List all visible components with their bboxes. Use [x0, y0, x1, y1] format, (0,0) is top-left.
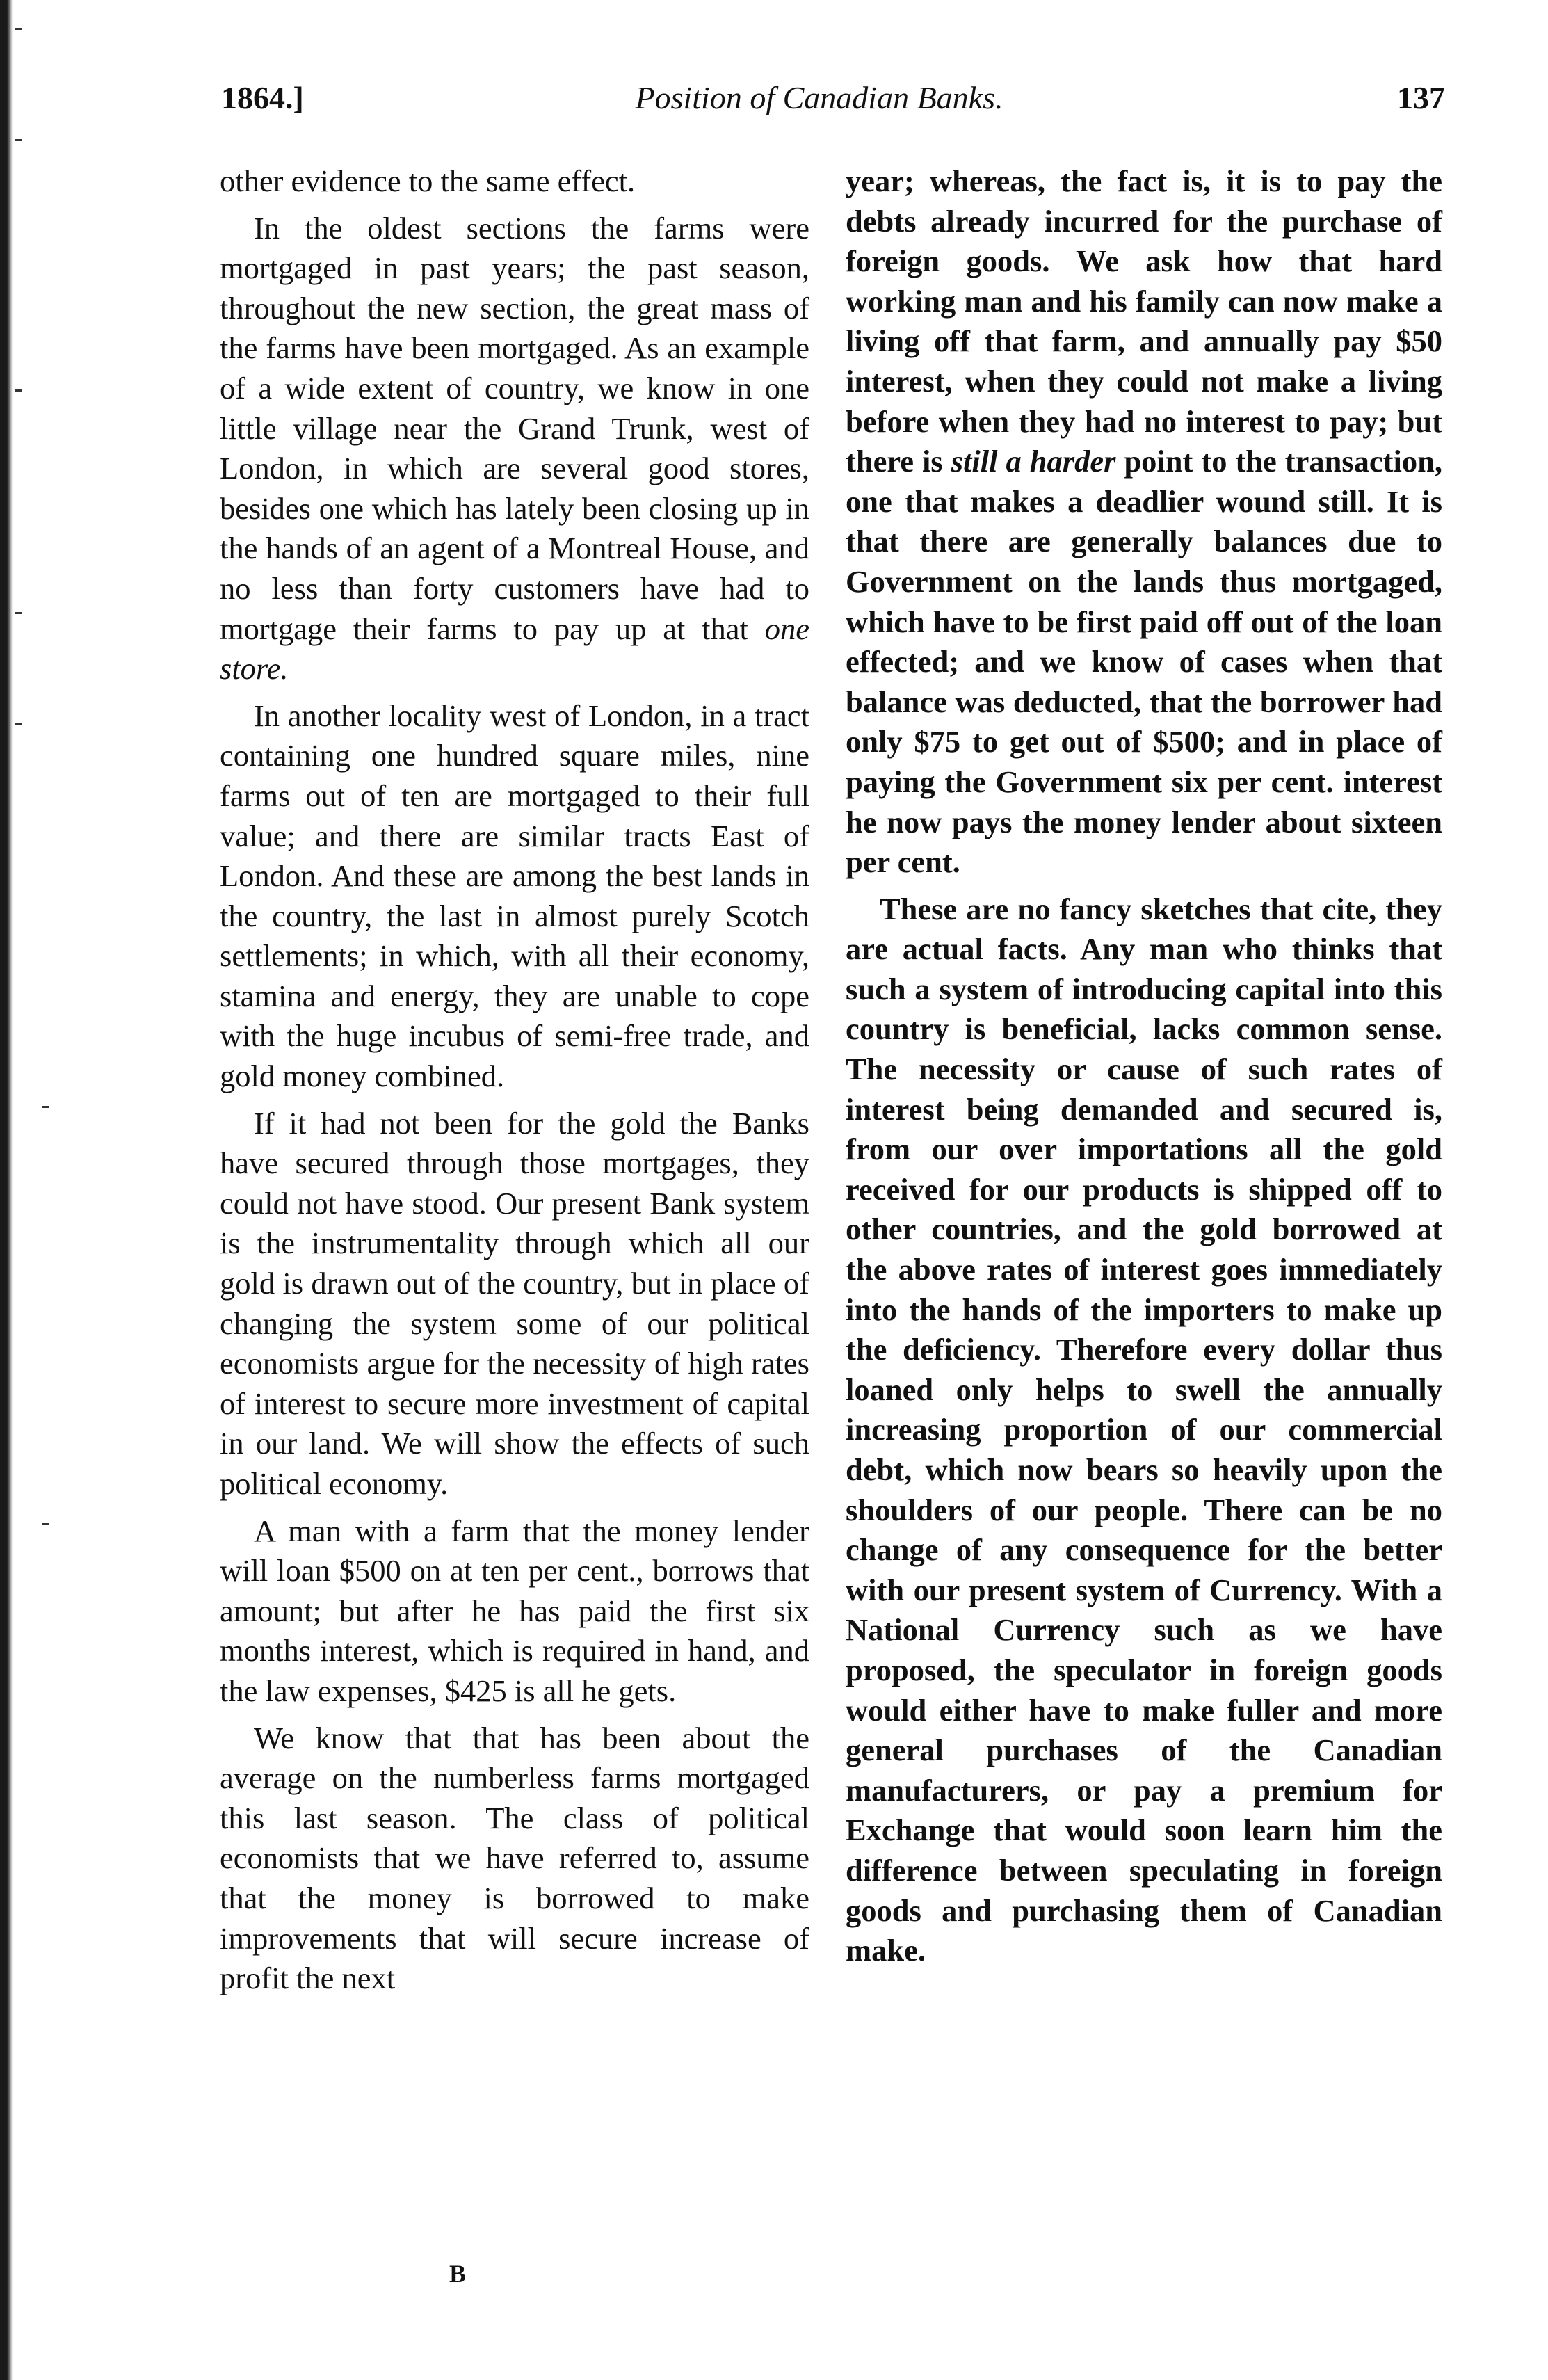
- paragraph: In another locality west of London, in a tract containing one hundred square miles, nine farms out of ten are mortgaged to their full value; and there are similar tracts East of London. And these are among the best lands in the country, the last in almost purely Scotch settlements; in which, with all their economy, stamina and energy, they are unable to cope with the huge incubus of semi-free trade, and gold money combined.: [220, 698, 809, 1094]
- margin-speck: [15, 723, 22, 725]
- running-header: [221, 74, 1445, 122]
- paragraph: We know that that has been about the average on the numberless farms mortgaged this last season. The class of political economists that we have referred to, assume that the money is borrowed to make improvements that will secure increase of profit the next: [220, 1720, 809, 1996]
- paragraph: [220, 209, 809, 689]
- margin-speck: [15, 612, 22, 614]
- margin-speck: [42, 1106, 49, 1108]
- emphasis-text: one store.: [220, 611, 810, 686]
- paragraph-text: point to the transaction, one that makes a deadlier wound still. It is that there are generally balances due to Government on the lands thus mortgaged, which have to be first paid off out of the loan effected; and we know of cases when that balance was deducted, that the borrower had only $75 to get out of $500; and in place of paying the Government six per cent. interest he now pays the money lender about sixteen per cent.: [846, 444, 1442, 880]
- margin-speck: [15, 389, 22, 392]
- emphasis-text: still a harder: [951, 444, 1116, 479]
- left-column: [220, 161, 809, 1999]
- paragraph: A man with a farm that the money lender will loan $500 on at ten per cent., borrows that amount; but after he has paid the first six months interest, which is required in hand, and the law expenses, $425 is all he gets.: [220, 1513, 809, 1708]
- right-column: [846, 161, 1442, 1971]
- page-number: 137: [1397, 80, 1445, 115]
- paragraph: other evidence to the same effect.: [220, 163, 636, 198]
- paragraph: [846, 161, 1442, 883]
- header-year: 1864.]: [221, 80, 304, 115]
- margin-speck: [15, 28, 22, 30]
- paragraph-text: year; whereas, the fact is, it is to pay the debts already incurred for the purchase of foreign goods. We ask how that hard working man and his family can now make a living off that farm, and annually pay $50 interest, when they could not make a living before when they had no interest to pay; but there is: [846, 163, 1442, 479]
- margin-speck: [15, 139, 22, 141]
- scan-binding-edge: [0, 0, 13, 2380]
- paragraph: These are no fancy sketches that cite, they are actual facts. Any man who thinks that such a system of introducing capital into this country is beneficial, lacks common sense. The necessity or cause of such rates of interest being demanded and secured is, from our over importations all the gold received for our products is shipped off to other countries, and the gold borrowed at the above rates of interest goes immediately into the hands of the importers to make up the deficiency. Therefore every dollar thus loaned only helps to swell the annually increasing proportion of our commercial debt, which now bears so heavily upon the shoulders of our people. There can be no change of any consequence for the better with our present system of Currency. With a National Currency such as we have proposed, the speculator in foreign goods would either have to make fuller and more general purchases of the Canadian manufacturers, or pay a premium for Exchange that would soon learn him the difference between speculating in foreign goods and purchasing them of Canadian make.: [846, 891, 1442, 1968]
- paragraph-text: In the oldest sections the farms were mortgaged in past years; the past season, throughout the new section, the great mass of the farms have been mortgaged. As an example of a wide extent of country, we know in one little village near the Grand Trunk, west of London, in which are several good stores, besides one which has lately been closing up in the hands of an agent of a Montreal House, and no less than forty customers have had to mortgage their farms to pay up at that: [220, 210, 809, 646]
- paragraph: If it had not been for the gold the Banks have secured through those mortgages, they could not have stood. Our present Bank system is the instrumentality through which all our gold is drawn out of the country, but in place of changing the system some of our political economists argue for the necessity of high rates of interest to secure more investment of capital in our land. We will show the effects of such political economy.: [220, 1105, 809, 1501]
- signature-mark: B: [449, 2260, 466, 2287]
- margin-speck: [42, 1523, 49, 1525]
- header-title: Position of Canadian Banks.: [635, 80, 1003, 115]
